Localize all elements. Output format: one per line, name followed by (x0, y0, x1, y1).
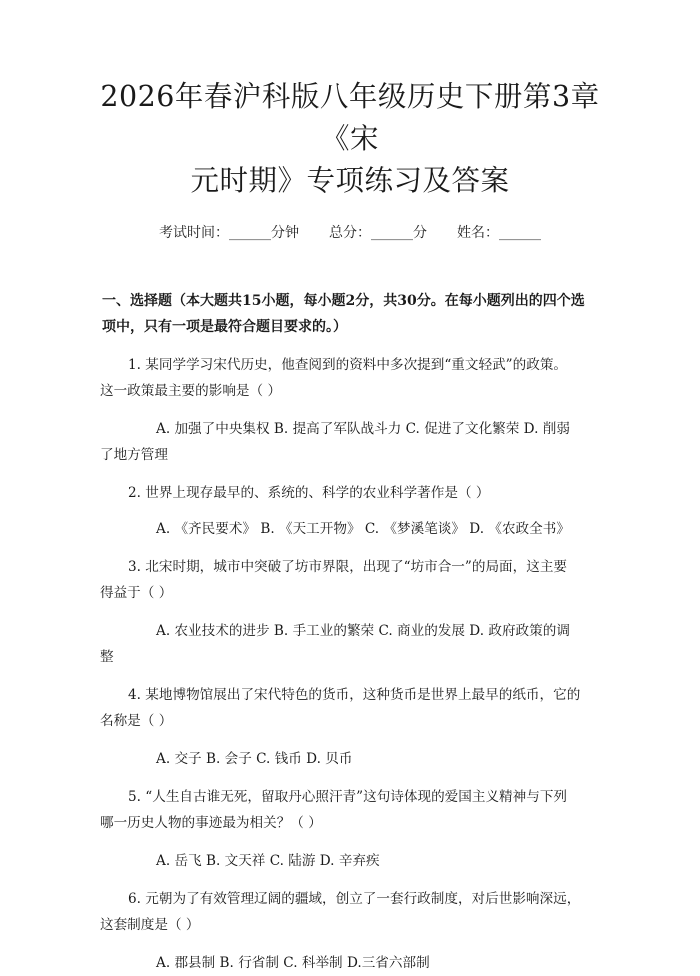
question-4 (100, 682, 600, 772)
student-name: 姓名：______ (457, 225, 541, 241)
section-heading-line-2: 项中，只有一项是最符合题目要求的。） (102, 319, 347, 335)
question-options: A. 《齐民要术》 B. 《天工开物》 C. 《梦溪笔谈》 D. 《农政全书》 (156, 521, 570, 537)
question-options-cont: 整 (100, 649, 114, 665)
question-5 (100, 784, 600, 874)
question-options-cont: 了地方管理 (100, 447, 168, 463)
section-heading (102, 288, 600, 340)
question-stem: 4. 某地博物馆展出了宋代特色的货币，这种货币是世界上最早的纸币，它的 (128, 687, 581, 703)
question-options: A. 农业技术的进步 B. 手工业的繁荣 C. 商业的发展 D. 政府政策的调 (156, 623, 570, 639)
question-3 (100, 554, 600, 670)
question-2 (100, 480, 600, 542)
page-title (100, 0, 600, 202)
title-line-2: 元时期》专项练习及答案 (190, 164, 510, 197)
question-stem: 3. 北宋时期，城市中突破了坊市界限，出现了“坊市合一”的局面，这主要 (128, 559, 568, 575)
question-stem-cont: 哪一历史人物的事迹最为相关？（ ） (100, 815, 322, 831)
question-options: A. 加强了中央集权 B. 提高了军队战斗力 C. 促进了文化繁荣 D. 削弱 (156, 421, 570, 437)
total-score: 总分：______分 (329, 225, 427, 241)
question-stem-cont: 名称是（ ） (100, 713, 173, 729)
question-options: A. 郡县制 B. 行省制 C. 科举制 D.三省六部制 (156, 955, 430, 971)
question-stem-cont: 得益于（ ） (100, 585, 173, 601)
question-stem: 1. 某同学学习宋代历史，他查阅到的资料中多次提到“重文轻武”的政策。 (128, 357, 568, 373)
exam-info (100, 222, 600, 242)
question-stem: 5. “人生自古谁无死，留取丹心照汗青”这句诗体现的爱国主义精神与下列 (128, 789, 568, 805)
exam-time: 考试时间：______分钟 (159, 225, 299, 241)
question-stem-cont: 这一政策最主要的影响是（ ） (100, 383, 282, 399)
question-stem: 2. 世界上现存最早的、系统的、科学的农业科学著作是（ ） (128, 485, 490, 501)
question-options: A. 岳飞 B. 文天祥 C. 陆游 D. 辛弃疾 (156, 853, 380, 869)
question-6 (100, 886, 600, 976)
question-stem: 6. 元朝为了有效管理辽阔的疆域，创立了一套行政制度，对后世影响深远， (128, 891, 581, 907)
question-1 (100, 352, 600, 468)
section-heading-line-1: 一、选择题（本大题共15小题，每小题2分，共30分。在每小题列出的四个选 (102, 293, 585, 309)
question-options: A. 交子 B. 会子 C. 钱币 D. 贝币 (156, 751, 353, 767)
question-stem-cont: 这套制度是（ ） (100, 917, 200, 933)
title-line-1: 2026年春沪科版八年级历史下册第3章《宋 (100, 80, 600, 155)
